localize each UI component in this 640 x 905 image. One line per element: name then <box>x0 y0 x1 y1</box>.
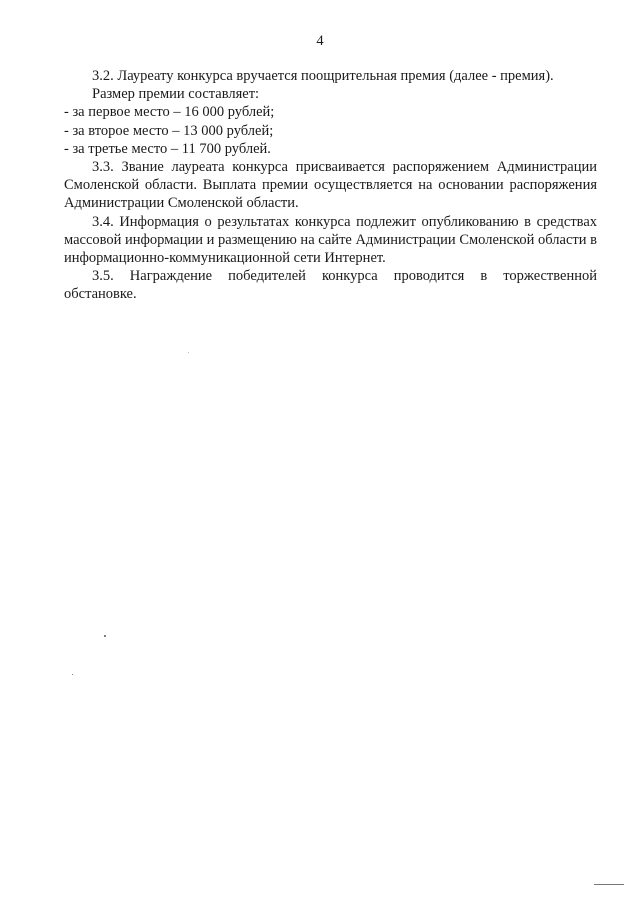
paragraph-3-5: 3.5. Награждение победителей конкурса проводится в торжественной обстановке. <box>64 268 597 303</box>
scan-edge-mark <box>594 884 624 885</box>
prize-second-place: - за второе место – 13 000 рублей; <box>64 122 274 139</box>
paragraph-3-4: 3.4. Информация о результатах конкурса подлежит опубликованию в средствах массовой информации и размещению на сайте Администрации Смоленской области в информационно-коммуникационной сети Интернет. <box>64 213 597 267</box>
paragraph-3-2: 3.2. Лауреату конкурса вручается поощрительная премия (далее - премия). <box>92 68 554 84</box>
scan-speck <box>188 352 189 353</box>
prize-first-place: - за первое место – 16 000 рублей; <box>64 104 275 121</box>
prize-third-place: - за третье место – 11 700 рублей. <box>64 140 271 157</box>
scan-speck <box>104 635 106 637</box>
paragraph-3-2-prize-intro: Размер премии составляет: <box>92 86 260 103</box>
scan-speck <box>72 674 73 675</box>
paragraph-3-3: 3.3. Звание лауреата конкурса присваивается распоряжением Администрации Смоленской области. Выплата премии осуществляется на основании распоряжения Администрации Смоленской области. <box>64 159 597 212</box>
page-number: 4 <box>316 33 324 49</box>
document-body <box>64 67 597 304</box>
